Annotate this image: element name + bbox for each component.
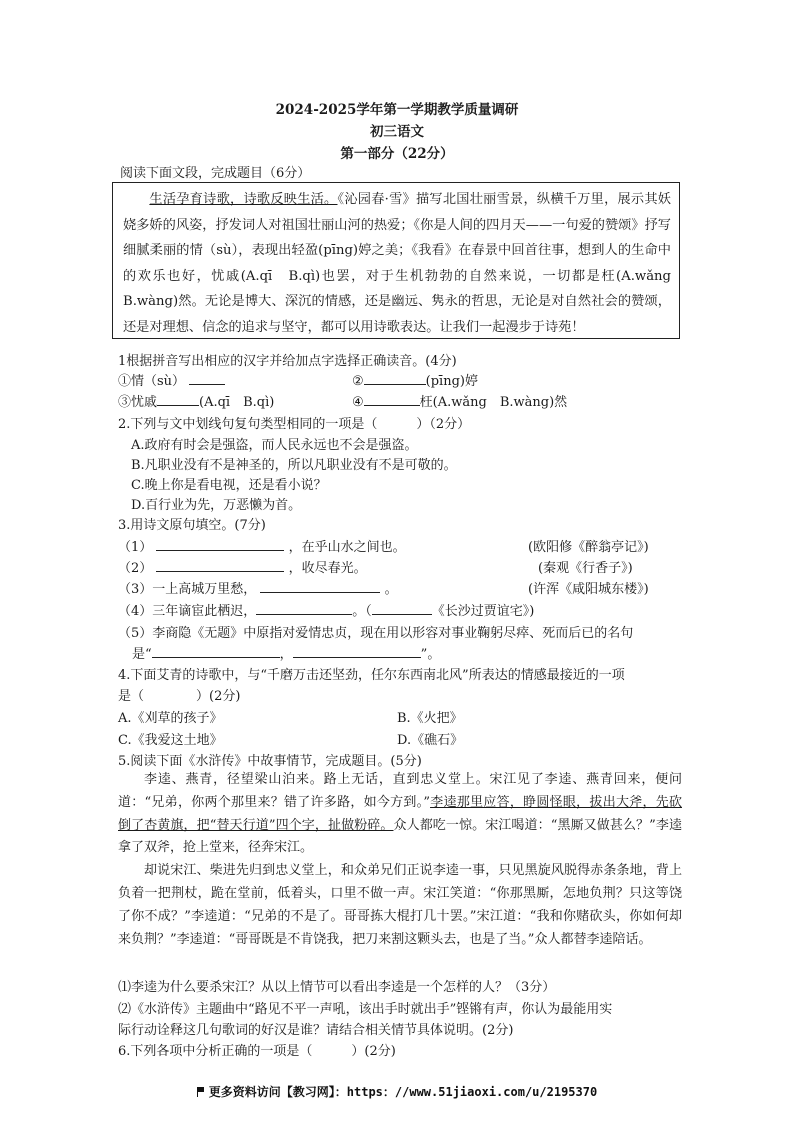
q4-option-a: A.《刈草的孩子》 (118, 711, 223, 726)
q4-option-c: C.《我爱这土地》 (118, 733, 223, 748)
q1-item-d: ④ 枉(A.wǎng B.wàng)然 (352, 391, 567, 410)
answer-blank[interactable] (372, 601, 432, 615)
passage-box (112, 182, 685, 339)
underlined-sentence: 生活孕育诗歌，诗歌反映生活。 (149, 192, 338, 207)
q2-option-a: A.政府有时会是强盗，而人民永远也不会是强盗。 (131, 438, 418, 453)
footer-link[interactable]: 更多资料访问【教习网】：https：//www.51jiaoxi.com/u/2195370 (0, 1083, 794, 1100)
q2-option-d: D.百行业为先，万恶懒为首。 (131, 498, 302, 513)
q5-sub-question-2: ⑵《水浒传》主题曲中“路见不平一声吼，该出手时就出手”铿锵有声，你认为最能用实 (118, 1002, 613, 1017)
answer-blank[interactable] (260, 579, 380, 593)
q2-option-b: B.凡职业没有不是神圣的，所以凡职业没有不是可敬的。 (131, 458, 457, 473)
q3-item-4: （4）三年谪宦此栖迟， 。（ 《长沙过贾谊宅》) (118, 600, 534, 619)
answer-blank[interactable] (256, 601, 352, 615)
q3-source-1: (欧阳修《醉翁亭记》) (528, 540, 649, 555)
answer-blank[interactable] (189, 371, 225, 385)
q2-option-c: C.晚上你是看电视，还是看小说？ (131, 478, 327, 493)
q3-item-5: （5）李商隐《无题》中原指对爱情忠贞，现在用以形容对事业鞠躬尽瘁、死而后已的名句 (118, 626, 634, 641)
q1-item-a: ①情（sù） (118, 370, 225, 389)
answer-blank[interactable] (152, 644, 280, 658)
q5-sub-question-2-cont: 际行动诠释这几句歌词的好汉是谁？请结合相关情节具体说明。(2分) (118, 1023, 514, 1038)
q5-paragraph-1: 李逵、燕青，径望梁山泊来。路上无话，直到忠义堂上。宋江见了李逵、燕青回来，便问道：“兄弟，你两个那里来？错了许多路，如今方到。”李逵那里应答，睁圆怪眼，拔出大斧，先砍倒了杏黄旗，把“替天行道”四个字，扯做粉碎。众人都吃一惊。宋江喝道：“黑厮又做甚么？”李逵拿了双斧，抢上堂来，径奔宋江。 (118, 772, 682, 856)
q1-item-c: ③忧戚 (A.qī B.qì) (118, 391, 274, 410)
page-title: 2024-2025学年第一学期教学质量调研 (275, 102, 519, 118)
answer-blank[interactable] (156, 537, 284, 551)
q3-item-2: （2） ，收尽春光。 (118, 557, 367, 576)
q3-source-2: (秦观《行香子》) (538, 561, 633, 576)
q5-sub-question-1: ⑴李逵为什么要杀宋江？从以上情节可以看出李逵是一个怎样的人？（3分） (118, 980, 556, 995)
q1-item-b: ② (pīng)婷 (352, 370, 478, 389)
q3-stem: 3.用诗文原句填空。(7分) (118, 518, 266, 533)
q1-stem: 1根据拼音写出相应的汉字并给加点字选择正确读音。(4分) (118, 354, 457, 369)
answer-blank[interactable] (293, 644, 421, 658)
underlined-sentence: 李逵那里应答，睁圆怪眼，拔出大斧，先砍倒了杏黄旗，把“替天行道”四个字，扯做粉碎。 (118, 794, 682, 833)
q3-source-3: (许浑《咸阳城东楼》) (528, 582, 649, 597)
q4-option-b: B.《火把》 (397, 711, 463, 726)
section-intro: 阅读下面文段，完成题目（6分） (120, 166, 311, 181)
subject-title: 初三语文 (370, 124, 424, 140)
q5-passage (118, 769, 682, 951)
passage-text (123, 187, 685, 340)
part-title: 第一部分（22分） (340, 146, 454, 162)
q5-paragraph-2: 却说宋江、柴进先归到忠义堂上，和众弟兄们正说李逵一事，只见黑旋风脱得赤条条地，背上负着一把荆杖，跪在堂前，低着头，口里不做一声。宋江笑道：“你那黑厮，怎地负荆？只这等饶了你不成？”李逵道：“兄弟的不是了。哥哥拣大棍打几十罢。”宋江道：“我和你赌砍头，你如何却来负荆？”李逵道：“哥哥既是不肯饶我，把刀来割这颗头去，也是了当。”众人都替李逵陪话。 (118, 863, 682, 947)
answer-blank[interactable] (364, 392, 420, 406)
q4-option-d: D.《礁石》 (397, 733, 464, 748)
q5-stem: 5.阅读下面《水浒传》中故事情节，完成题目。(5分) (118, 754, 422, 769)
answer-blank[interactable] (364, 371, 426, 385)
answer-blank[interactable] (157, 392, 199, 406)
q6-stem: 6.下列各项中分析正确的一项是（ ）(2分) (118, 1044, 396, 1059)
q4-stem: 4.下面艾青的诗歌中，与“千磨万击还坚劲，任尔东西南北风”所表达的情感最接近的一项 (118, 668, 625, 683)
q4-stem-cont: 是（ ）(2分) (118, 689, 241, 704)
q2-stem: 2.下列与文中划线句复句类型相同的一项是（ ）（2分） (118, 417, 471, 432)
passage-rest: 《沁园春·雪》描写北国壮丽雪景，纵横千万里，展示其妖娆多娇的风姿，抒发词人对祖国壮丽山河的热爱；《你是人间的四月天——一句爱的赞颂》抒写细腻柔丽的情（sù），表现出轻盈(pīng)婷之美；《我看》在春景中回首往事，想到人的生命中的欢乐也好，忧戚(A.qī B.qì)也罢，对于生机勃勃的自然来说，一切都是枉(A.wǎng B.wàng)然。无论是博大、深沉的情感，还是幽远、隽永的哲思，无论是对自然社会的赞颂，还是对理想、信念的追求与坚守，都可以用诗歌表达。让我们一起漫步于诗苑！ (123, 192, 685, 335)
q3-item-1: （1） ，在乎山水之间也。 (118, 536, 406, 555)
flag-icon (197, 1087, 205, 1097)
answer-blank[interactable] (156, 558, 284, 572)
q3-item-5-blanks: 是“ ， ”。 (132, 643, 440, 662)
q3-item-3: （3）一上高城万里愁， 。 (118, 578, 398, 597)
